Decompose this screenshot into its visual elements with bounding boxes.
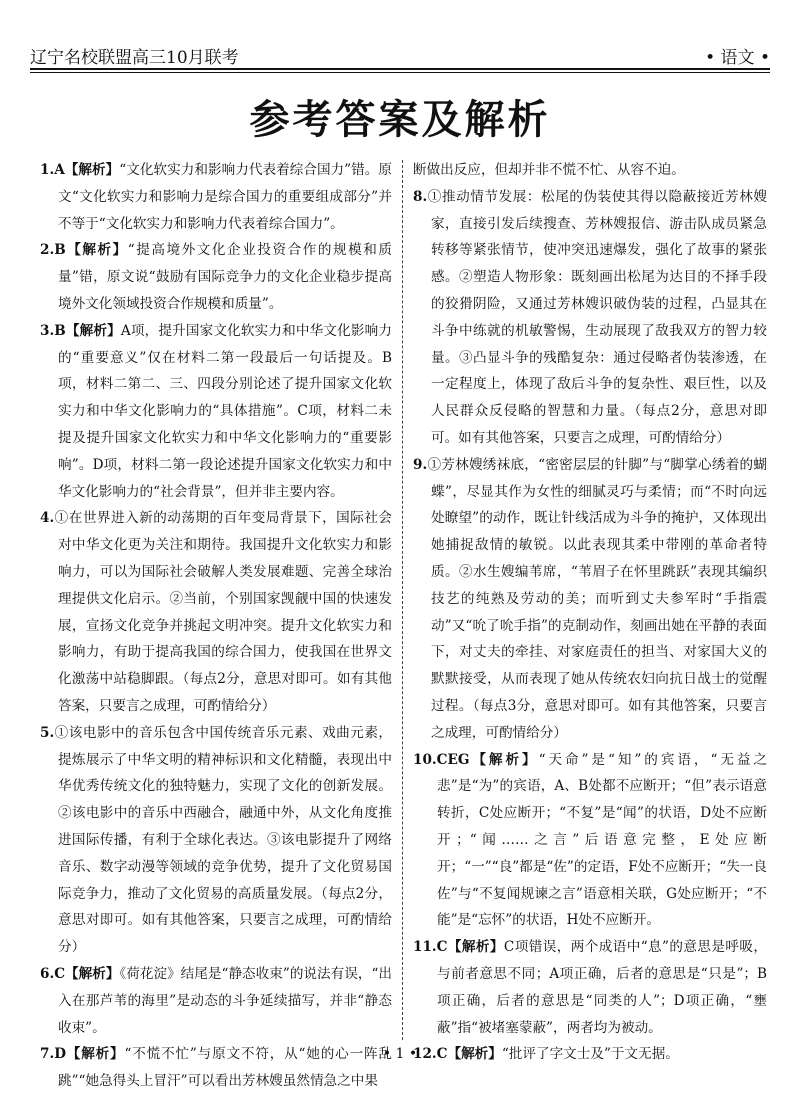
answer-item (413, 157, 767, 184)
analysis-tag: 【解析】 (469, 751, 539, 768)
answer-number: 3.B (40, 322, 66, 339)
answer-text: “批评了字文士及”于文无据。 (501, 1046, 679, 1063)
answer-number: 7.D (40, 1046, 66, 1063)
page-title: 参考答案及解析 (249, 97, 551, 143)
answer-item (413, 452, 767, 747)
answer-text: ①芳林嫂绣袜底，“密密层层的针脚”与“脚掌心绣着的蝴蝶”，尽显其作为女性的细腻灵巧与柔情；而“不时向远处瞭望”的动作，既让针线活成为斗争的掩护，又体现出她捕捉敌情的敏锐。以此表现其柔中带刚的革命者特质。②水生嫂编苇席，“苇眉子在怀里跳跃”表现其编织技艺的纯熟及劳动的美；而听到丈夫参军时“手指震动”又“吮了吮手指”的克制动作，刻画出她在平静的表面下，对丈夫的牵挂、对家庭责任的担当、对家国大义的默默接受，从而表现了她从传统农妇向抗日战士的觉醒过程。（每点3分，意思对即可。如有其他答案，只要言之成理，可酌情给分） (427, 456, 767, 741)
answer-item (40, 237, 392, 317)
analysis-tag: 【解析】 (65, 1046, 125, 1063)
answer-number: 9. (413, 456, 428, 473)
answer-number: 5. (40, 724, 55, 741)
analysis-tag: 【解析】 (64, 162, 120, 178)
exam-name: 辽宁名校联盟高三10月联考 (30, 48, 239, 68)
answer-number: 4. (40, 510, 55, 527)
answer-item (413, 184, 767, 452)
header-rule-thin (30, 72, 770, 73)
right-column (413, 157, 767, 1068)
subject-label: • 语文 • (705, 48, 770, 68)
header-rule-thick (30, 68, 770, 70)
answer-text: C项错误，两个成语中“息”的意思是呼吸，与前者意思不同；A项正确，后者的意思是“只是”；B项正确，后者的意思是“同类的人”；D项正确，“壅蔽”指“被堵塞蒙蔽”，两者均为被动。 (437, 939, 767, 1036)
page-number: • 1 • (382, 1046, 418, 1062)
answer-text: “不慌不忙”与原文不符，从“她的心一阵乱跳”“她急得头上冒汗”可以看出芳林嫂虽然情急之中果 (58, 1046, 392, 1090)
answer-text: “提高境外文化企业投资合作的规模和质量”错，原文说“鼓励有国际竞争力的文化企业稳步提高境外文化领域投资合作规模和质量”。 (58, 242, 392, 312)
answer-item (40, 720, 392, 961)
answer-text: ①该电影中的音乐包含中国传统音乐元素、戏曲元素，提炼展示了中华文明的精神标识和文化精髓，表现出中华优秀传统文化的独特魅力，实现了文化的创新发展。②该电影中的音乐中西融合，融通中外，从文化角度推进国际传播，有利于全球化表达。③该电影提升了网络音乐、数字动漫等领域的竞争优势，提升了文化贸易国际竞争力，推动了文化贸易的高质量发展。（每点2分，意思对即可。如有其他答案，只要言之成理，可酌情给分） (54, 724, 392, 956)
answer-item (40, 505, 392, 719)
answer-text: “天命”是“知”的宾语，“无益之悲”是“为”的宾语，A、B处都不应断开；“但”表示语意转折，C处应断开；“不复”是“闻”的状语，D处不应断开；“闻……之言”后语意完整，E处应断开；“一”“良”都是“佐”的定语，F处不应断开；“失一良佐”与“不复闻规谏之言”语意相关联，G处应断开；“不能”是“忘怀”的状语，H处不应断开。 (437, 751, 768, 929)
answer-text: ①推动情节发展：松尾的伪装使其得以隐蔽接近芳林嫂家，直接引发后续搜查、芳林嫂报信、游击队成员紧急转移等紧张情节，使冲突迅速爆发，强化了故事的紧张感。②塑造人物形象：既刻画出松尾为达目的不择手段的狡猾阴险，又通过芳林嫂识破伪装的过程，凸显其在斗争中练就的机敏警惕，生动展现了敌我双方的智力较量。③凸显斗争的残酷复杂：通过侵略者伪装渗透，在一定程度上，体现了敌后斗争的复杂性、艰巨性，以及人民群众反侵略的智慧和力量。（每点2分，意思对即可。如有其他答案，只要言之成理，可酌情给分） (427, 188, 767, 446)
analysis-tag: 【解析】 (447, 939, 504, 956)
answer-item (413, 747, 767, 935)
answer-item (40, 157, 392, 237)
left-column (40, 157, 392, 1095)
column-divider (402, 160, 403, 1040)
answer-item (413, 934, 767, 1041)
answer-number: 2.B (40, 242, 66, 259)
analysis-tag: 【解析】 (65, 322, 121, 339)
analysis-tag: 【解析】 (65, 242, 128, 259)
answer-number: 6.C (40, 965, 66, 982)
page-header (30, 36, 770, 68)
answer-number: 10.CEG (413, 751, 470, 768)
answer-number: 12.C (413, 1046, 448, 1063)
answer-item (40, 318, 392, 506)
answer-item (40, 961, 392, 1041)
answer-text: ①在世界进入新的动荡期的百年变局背景下，国际社会对中华文化更为关注和期待。我国提升文化软实力和影响力，可以为国际社会破解人类发展难题、完善全球治理提供文化启示。②当前，个别国家觊觎中国的快速发展，宣扬文化竞争并挑起文明冲突。提升文化软实力和影响力，有助于提高我国的综合国力，使我国在世界文化激荡中站稳脚跟。（每点2分，意思对即可。如有其他答案，只要言之成理，可酌情给分） (54, 510, 392, 714)
answer-text: 断做出反应，但却并非不慌不忙、从容不迫。 (413, 162, 685, 178)
answer-text: A项，提升国家文化软实力和中华文化影响力的“重要意义”仅在材料二第一段最后一句话提及。B项，材料二第二、三、四段分别论述了提升国家文化软实力和中华文化影响力的“具体措施”。C项，材料二未提及提升国家文化软实力和中华文化影响力的“重要影响”。D项，材料二第一段论述提升国家文化软实力和中华文化影响力的“社会背景”，但并非主要内容。 (58, 322, 393, 500)
analysis-tag: 【解析】 (65, 965, 120, 982)
answer-number: 11.C (413, 939, 448, 956)
answer-number: 1.A (40, 162, 65, 178)
analysis-tag: 【解析】 (447, 1046, 502, 1063)
answer-text: 《荷花淀》结尾是“静态收束”的说法有误，“出入在那芦苇的海里”是动态的斗争延续描写，并非“静态收束”。 (58, 965, 392, 1036)
answer-text: “文化软实力和影响力代表着综合国力”错。原文“文化软实力和影响力是综合国力的重要组成部分”并不等于“文化软实力和影响力代表着综合国力”。 (58, 162, 392, 232)
answer-number: 8. (413, 188, 428, 205)
